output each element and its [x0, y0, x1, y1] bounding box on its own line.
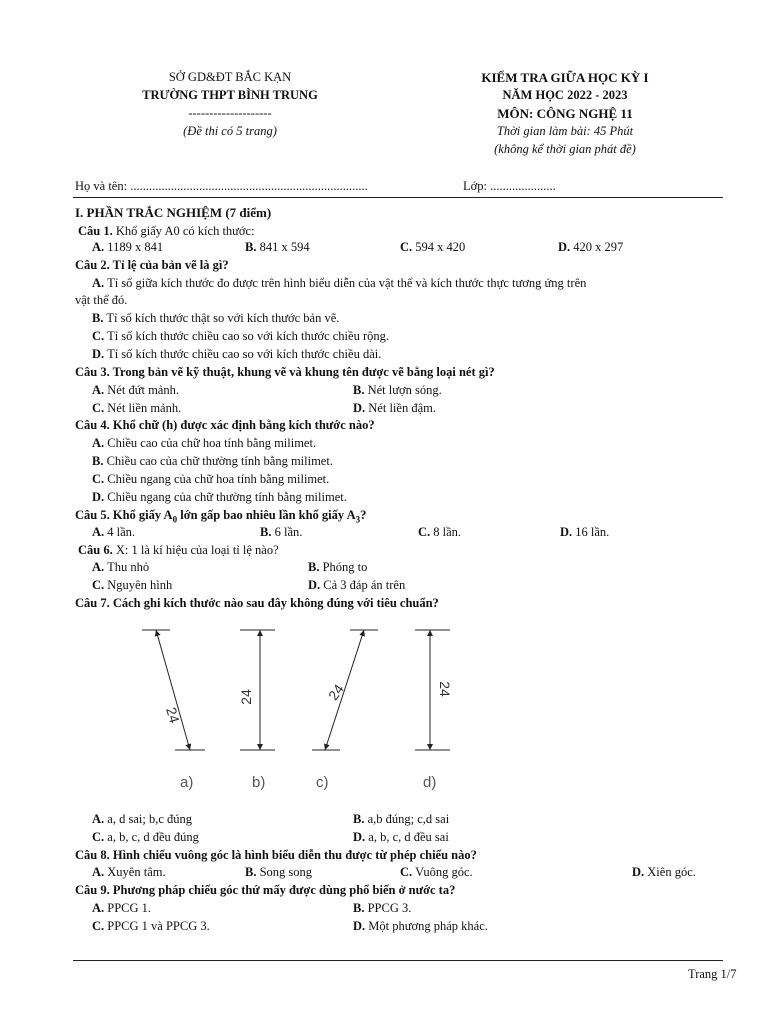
- question-1-text: Khổ giấy A0 có kích thước:: [112, 224, 255, 238]
- q1-option-c: C. 594 x 420: [400, 240, 466, 254]
- question-8: Câu 8. Hình chiếu vuông góc là hình biểu diễn thu được từ phép chiếu nào?: [75, 848, 477, 862]
- q3-option-c: C. Nét liền mảnh.: [92, 401, 182, 415]
- q4-option-a: A. Chiều cao của chữ hoa tính bằng milimet.: [92, 436, 317, 450]
- q2-option-a: A. Tỉ số giữa kích thước đo được trên hình biểu diễn của vật thể và kích thước thực tương ứng trên: [92, 276, 587, 290]
- exam-title: KIỂM TRA GIỮA HỌC KỲ I: [481, 70, 649, 85]
- q9-option-a: A. PPCG 1.: [92, 901, 152, 915]
- school-year: NĂM HỌC 2022 - 2023: [502, 88, 628, 102]
- figure-d-label: d): [423, 774, 437, 791]
- q7-option-d: D. a, b, c, d đều sai: [353, 830, 449, 844]
- student-name-field: Họ và tên: ............................................................................: [75, 179, 368, 193]
- subject: MÔN: CÔNG NGHỆ 11: [497, 106, 633, 121]
- figure-a: [142, 630, 205, 750]
- figure-c-dimension: 24: [324, 681, 347, 704]
- question-7: Câu 7. Cách ghi kích thước nào sau đây không đúng với tiêu chuẩn?: [75, 596, 439, 610]
- question-2: Câu 2. Tỉ lệ của bản vẽ là gì?: [75, 258, 229, 272]
- time-limit: Thời gian làm bài: 45 Phút: [496, 124, 634, 138]
- q3-option-b: B. Nét lượn sóng.: [353, 383, 442, 397]
- q8-option-b: B. Song song: [245, 865, 313, 879]
- q2-option-c: C. Tỉ số kích thước chiều cao so với kích thước chiều rộng.: [92, 329, 389, 343]
- section-title: I. PHẦN TRẮC NGHIỆM (7 điểm): [75, 205, 272, 220]
- q4-option-b: B. Chiều cao của chữ thường tính bằng milimet.: [92, 454, 333, 468]
- q7-option-c: C. a, b, c, d đều đúng: [92, 830, 199, 844]
- figure-c-label: c): [316, 774, 329, 791]
- q5-option-a: A. 4 lần.: [92, 525, 136, 539]
- q1-option-b: B. 841 x 594: [245, 240, 310, 254]
- q2-option-d: D. Tỉ số kích thước chiều cao so với kích thước chiều dài.: [92, 347, 382, 361]
- school-department: SỞ GD&ĐT BẮC KẠN: [168, 70, 292, 84]
- q5-option-b: B. 6 lần.: [260, 525, 303, 539]
- page-count-note: (Đề thi có 5 trang): [183, 124, 277, 138]
- student-class-field: Lớp: .....................: [463, 179, 556, 193]
- figure-a-label: a): [180, 774, 194, 791]
- q4-option-d: D. Chiều ngang của chữ thường tính bằng milimet.: [92, 490, 347, 504]
- q8-option-c: C. Vuông góc.: [400, 865, 473, 879]
- figure-d-dimension: 24: [437, 681, 453, 697]
- q8-option-d: D. Xiên góc.: [632, 865, 696, 879]
- figure-a-dimension: 24: [163, 705, 183, 725]
- figure-b-dimension: 24: [238, 689, 254, 705]
- page-number: Trang 1/7: [688, 967, 737, 981]
- time-note: (không kể thời gian phát đề): [494, 142, 636, 156]
- header-rule: [73, 197, 723, 198]
- q5-option-c: C. 8 lần.: [418, 525, 462, 539]
- footer-rule: [73, 960, 723, 961]
- q3-option-d: D. Nét liền đậm.: [353, 401, 436, 415]
- q1-option-a: A. 1189 x 841: [92, 240, 164, 254]
- q9-option-b: B. PPCG 3.: [353, 901, 412, 915]
- question-5: Câu 5. Khổ giấy $A_0$ lớn gấp bao nhiêu lần khổ giấy $A_3$?: [75, 508, 367, 525]
- q6-option-a: A. Thu nhỏ: [92, 560, 150, 574]
- question-4: Câu 4. Khổ chữ (h) được xác định bằng kích thước nào?: [75, 418, 375, 432]
- q6-option-b: B. Phóng to: [308, 560, 368, 574]
- q8-option-a: A. Xuyên tâm.: [92, 865, 166, 879]
- q6-option-c: C. Nguyên hình: [92, 578, 173, 592]
- question-1: [78, 223, 255, 239]
- q7-option-b: B. a,b đúng; c,d sai: [353, 812, 450, 826]
- question-9: Câu 9. Phương pháp chiếu góc thứ mấy được dùng phổ biến ở nước ta?: [75, 883, 456, 897]
- dimension-figure: [120, 625, 480, 805]
- q9-option-d: D. Một phương pháp khác.: [353, 919, 488, 933]
- school-name: TRƯỜNG THPT BÌNH TRUNG: [142, 88, 318, 102]
- q3-option-a: A. Nét đứt mảnh.: [92, 383, 179, 397]
- q7-option-a: A. a, d sai; b,c đúng: [92, 812, 192, 826]
- q2-option-a-cont: vật thể đó.: [75, 293, 128, 307]
- question-3: Câu 3. Trong bản vẽ kỹ thuật, khung vẽ và khung tên được vẽ bằng loại nét gì?: [75, 365, 495, 379]
- q5-option-d: D. 16 lần.: [560, 525, 610, 539]
- q1-option-d: D. 420 x 297: [558, 240, 624, 254]
- figure-b-label: b): [252, 774, 266, 791]
- q6-option-d: D. Cả 3 đáp án trên: [308, 578, 406, 592]
- q9-option-c: C. PPCG 1 và PPCG 3.: [92, 919, 210, 933]
- q2-option-b: B. Tỉ số kích thước thật so với kích thước bản vẽ.: [92, 311, 340, 325]
- question-1-label: Câu 1.: [78, 224, 113, 238]
- q4-option-c: C. Chiều ngang của chữ hoa tính bằng milimet.: [92, 472, 330, 486]
- header-divider-dashes: --------------------: [188, 106, 272, 120]
- question-6: Câu 6. X: 1 là kí hiệu của loại tỉ lệ nào?: [78, 543, 279, 557]
